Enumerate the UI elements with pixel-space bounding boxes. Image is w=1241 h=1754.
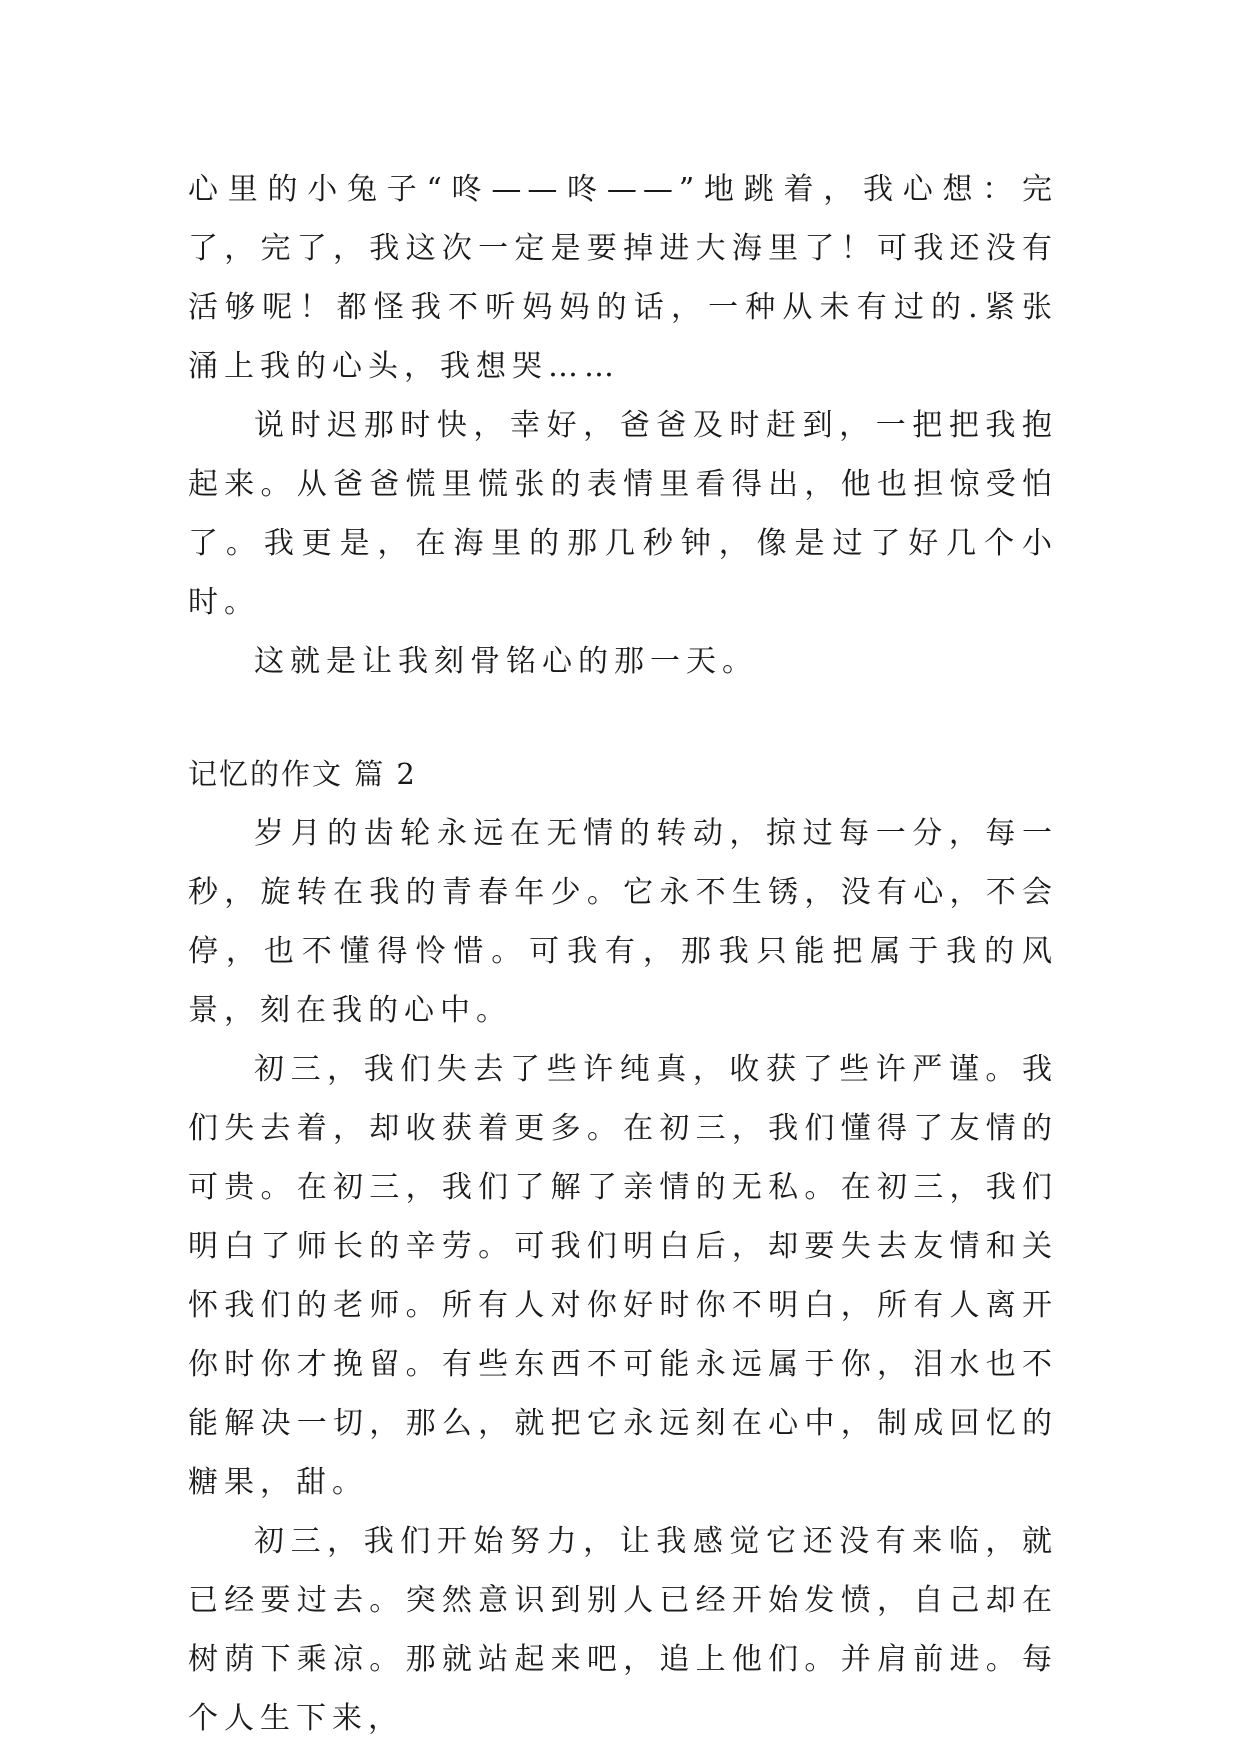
section-heading: 记忆的作文 篇 2: [188, 757, 417, 791]
paragraph: 这就是让我刻骨铭心的那一天。: [254, 644, 758, 679]
document-page: [188, 160, 1058, 1748]
paragraph: 说时迟那时快，幸好，爸爸及时赶到，一把把我抱起来。从爸爸慌里慌张的表情里看得出，他也担惊受怕了。我更是，在海里的那几秒钟，像是过了好几个小时。: [188, 408, 1058, 620]
paragraph-continued: 心里的小兔子“咚——咚——”地跳着，我心想：完了，完了，我这次一定是要掉进大海里了！可我还没有活够呢！都怪我不听妈妈的话，一种从未有过的.紧张涌上我的心头，我想哭……: [188, 172, 1058, 384]
paragraph: 初三，我们失去了些许纯真，收获了些许严谨。我们失去着，却收获着更多。在初三，我们懂得了友情的可贵。在初三，我们了解了亲情的无私。在初三，我们明白了师长的辛劳。可我们明白后，却要失去友情和关怀我们的老师。所有人对你好时你不明白，所有人离开你时你才挽留。有些东西不可能永远属于你，泪水也不能解决一切，那么，就把它永远刻在心中，制成回忆的糖果，甜。: [188, 1052, 1058, 1500]
paragraph: 初三，我们开始努力，让我感觉它还没有来临，就已经要过去。突然意识到别人已经开始发愤，自己却在树荫下乘凉。那就站起来吧，追上他们。并肩前进。每个人生下来，: [188, 1524, 1058, 1736]
paragraph: 岁月的齿轮永远在无情的转动，掠过每一分，每一秒，旋转在我的青春年少。它永不生锈，没有心，不会停，也不懂得怜惜。可我有，那我只能把属于我的风景，刻在我的心中。: [188, 816, 1058, 1028]
